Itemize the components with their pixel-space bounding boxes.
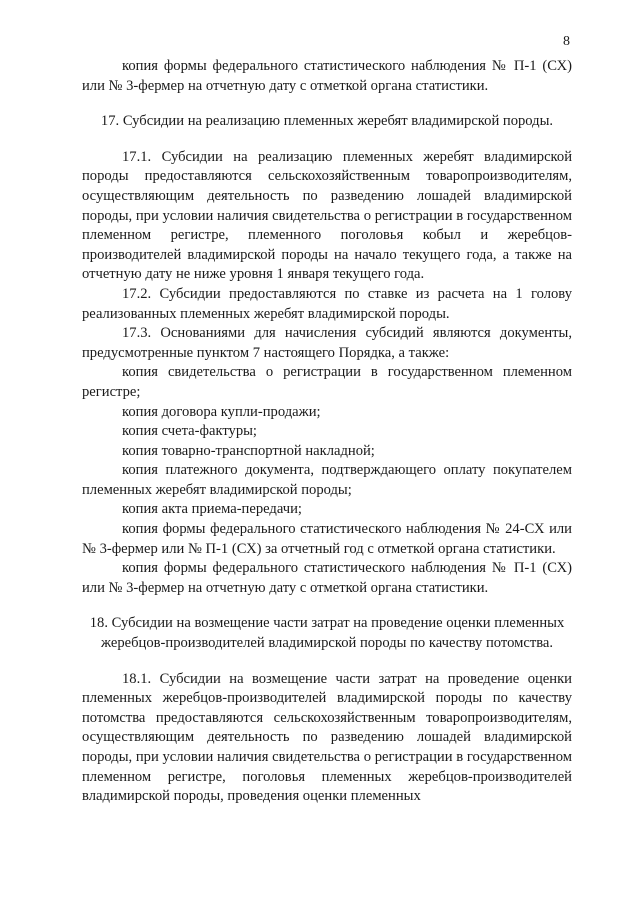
list-item-stat-form-reporting-date: копия формы федерального статистического наблюдения № П-1 (СХ) или № 3-фермер на отчетную дату с отметкой органа статистики. xyxy=(82,560,572,596)
document-body xyxy=(82,57,572,807)
paragraph-form-copy: копия формы федерального статистического наблюдения № П-1 (СХ) или № 3-фермер на отчетную дату с отметкой органа статистики. xyxy=(82,58,572,94)
list-item-invoice: копия счета-фактуры; xyxy=(122,423,257,440)
paragraph-17-3: 17.3. Основаниями для начисления субсидий являются документы, предусмотренные пунктом 7 настоящего Порядка, а также: xyxy=(82,325,572,361)
paragraph-18-1: 18.1. Субсидии на возмещение части затрат на проведение оценки племенных жеребцов-производителей владимирской породы по качеству потомства предоставляются сельскохозяйственным товаропроизводителям, осуществляющим деятельность по разведению лошадей владимирской породы, при условии наличия свидетельства о регистрации в государственном племенном регистре, поголовья племенных жеребцов-производителей владимирской породы, проведения оценки племенных xyxy=(82,670,572,805)
page-number: 8 xyxy=(563,34,570,49)
section-heading-17: 17. Субсидии на реализацию племенных жеребят владимирской породы. xyxy=(100,113,554,130)
list-item-sale-contract: копия договора купли-продажи; xyxy=(122,403,321,420)
paragraph-17-1: 17.1. Субсидии на реализацию племенных жеребят владимирской породы предоставляются сельскохозяйственным товаропроизводителям, осуществляющим деятельность по разведению лошадей владимирской породы, при условии наличия свидетельства о регистрации в государственном племенном регистре, племенного поголовья кобыл и жеребцов-производителей владимирской породы на начало текущего года, а также на отчетную дату не ниже уровня 1 января текущего года. xyxy=(82,148,572,283)
list-item-registration-certificate: копия свидетельства о регистрации в государственном племенном регистре; xyxy=(82,364,572,400)
paragraph-17-2: 17.2. Субсидии предоставляются по ставке из расчета на 1 голову реализованных племенных жеребят владимирской породы. xyxy=(82,285,572,322)
section-heading-18: 18. Субсидии на возмещение части затрат на проведение оценки племенных жеребцов-производителей владимирской породы по качеству потомства. xyxy=(89,615,565,652)
list-item-waybill: копия товарно-транспортной накладной; xyxy=(122,442,375,459)
list-item-transfer-act: копия акта приема-передачи; xyxy=(122,501,302,518)
list-item-stat-form-annual: копия формы федерального статистического наблюдения № 24-СХ или № 3-фермер или № П-1 (СХ) за отчетный год с отметкой органа статистики. xyxy=(82,521,572,557)
list-item-payment-document: копия платежного документа, подтверждающего оплату покупателем племенных жеребят владимирской породы; xyxy=(82,462,572,498)
